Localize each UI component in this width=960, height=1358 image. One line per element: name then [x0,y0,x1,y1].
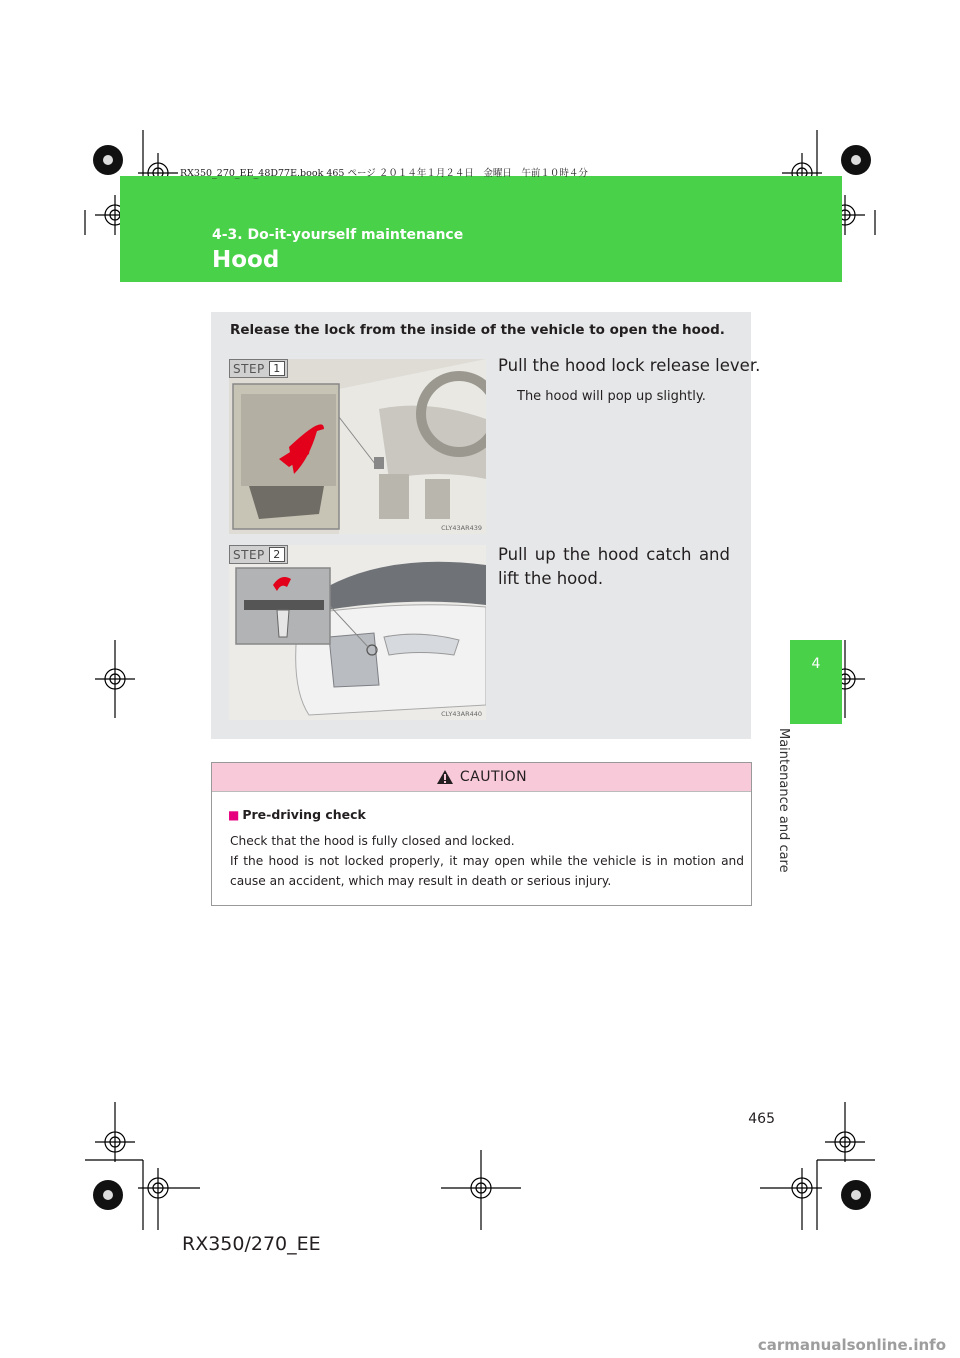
step1-illustration [229,359,486,534]
car-front-illustration [229,545,486,720]
step2-instruction: Pull up the hood catch and lift the hood. [498,545,730,588]
step2-badge-number: 2 [269,547,285,562]
model-code: RX350/270_EE [182,1233,321,1255]
page-number: 465 [748,1111,775,1127]
step2-illustration [229,545,486,720]
intro-text: Release the lock from the inside of the vehicle to open the hood. [230,322,725,338]
step1-instruction: Pull the hood lock release lever. [498,356,761,375]
step2-badge-word: STEP [233,547,265,562]
caution-header [212,763,751,792]
step2-badge [229,545,288,564]
dashboard-illustration [229,359,486,534]
step1-badge-number: 1 [269,361,285,376]
chapter-tab [790,640,842,724]
caution-body [230,831,744,891]
step1-image-code: CLY43AR439 [441,524,482,532]
step1-note: The hood will pop up slightly. [517,389,706,404]
chapter-label: Maintenance and care [776,728,791,873]
caution-subheading-text: Pre-driving check [242,807,366,822]
caution-line: If the hood is not locked properly, it may open while the vehicle is in motion and cause an accident, which may result in death or serious injury. [230,854,744,888]
watermark: carmanualsonline.info [757,1336,946,1354]
warning-icon [436,769,454,785]
square-bullet-icon: ■ [228,808,240,822]
print-info: RX350_270_EE_48D77E.book 465 ページ ２０１４年１月２４日 金曜日 午前１０時４分 [180,168,588,179]
step2-image-code: CLY43AR440 [441,710,482,718]
page-title: Hood [212,247,280,273]
caution-subheading [228,807,366,822]
step1-badge-word: STEP [233,361,265,376]
caution-title: CAUTION [459,769,528,785]
caution-line: Check that the hood is fully closed and locked. [230,834,515,848]
step1-badge [229,359,288,378]
chapter-number: 4 [811,656,821,672]
caution-box [211,762,752,906]
section-label: 4-3. Do-it-yourself maintenance [212,227,464,243]
